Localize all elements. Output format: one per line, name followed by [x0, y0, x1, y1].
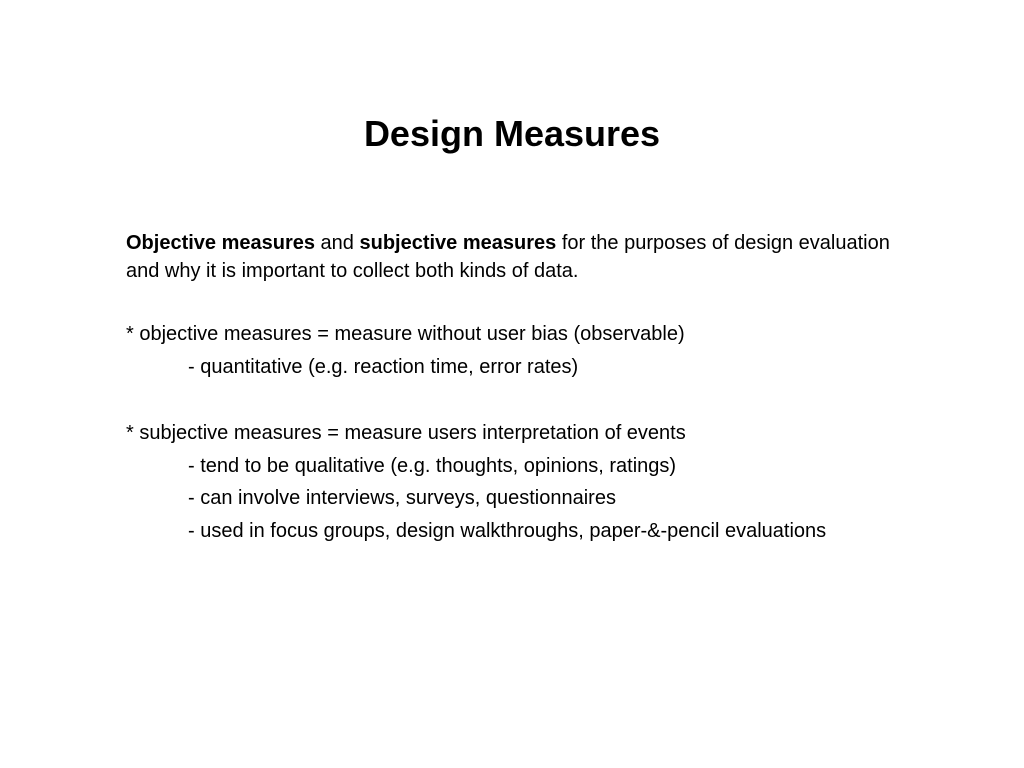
slide-body [126, 229, 916, 542]
objective-point: - quantitative (e.g. reaction time, error rates) [188, 356, 579, 378]
subjective-point: - can involve interviews, surveys, questionnaires [188, 487, 616, 509]
subjective-heading: * subjective measures = measure users interpretation of events [126, 422, 686, 444]
subjective-measures-term: subjective measures [359, 232, 557, 254]
slide-title: Design Measures [363, 113, 661, 154]
intro-rest: for the purposes of design evaluation and why it is important to collect both kinds of data. [126, 232, 890, 282]
objective-measures-term: Objective measures [126, 232, 315, 254]
subjective-point: - tend to be qualitative (e.g. thoughts, opinions, ratings) [188, 455, 677, 477]
intro-connector: and [315, 232, 360, 254]
objective-heading: * objective measures = measure without user bias (observable) [126, 323, 685, 345]
intro-paragraph [126, 229, 901, 285]
subjective-point: - used in focus groups, design walkthroughs, paper-&-pencil evaluations [188, 520, 827, 542]
